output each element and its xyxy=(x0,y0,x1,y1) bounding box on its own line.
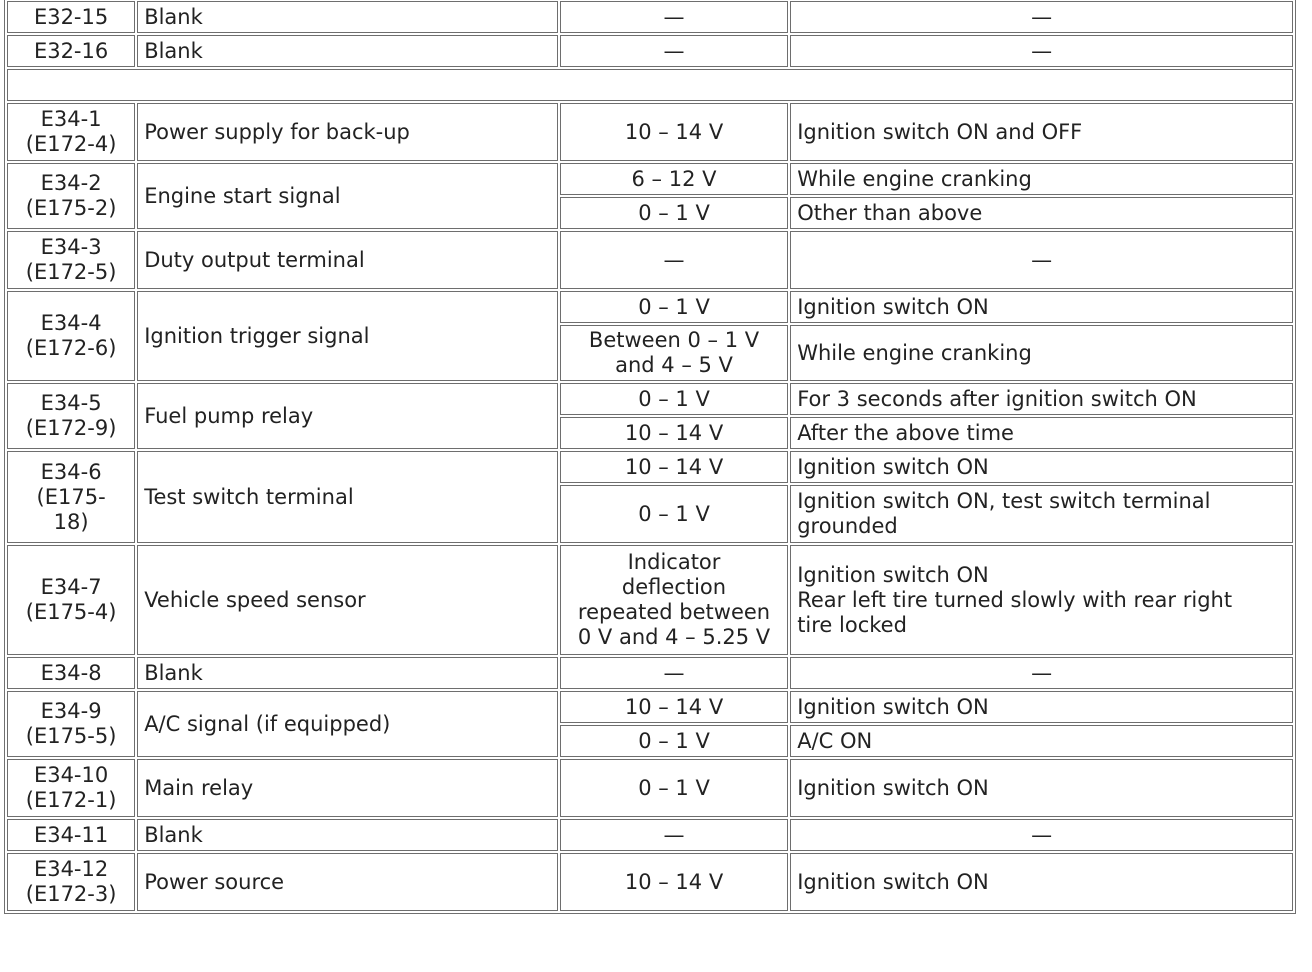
terminal-cell: E34-7 (E175-4) xyxy=(7,545,135,655)
terminal-cell: E34-10 (E172-1) xyxy=(7,759,135,817)
terminal-spec-table xyxy=(4,0,1296,914)
terminal-cell: E32-15 xyxy=(7,1,135,33)
condition-cell: While engine cranking xyxy=(790,163,1293,195)
condition-cell: Ignition switch ON Rear left tire turned slowly with rear right tire locked xyxy=(790,545,1293,655)
specified-condition-cell: 0 – 1 V xyxy=(560,383,788,415)
condition-cell: After the above time xyxy=(790,417,1293,449)
specified-condition-cell: 0 – 1 V xyxy=(560,291,788,323)
description-cell: Blank xyxy=(137,657,558,689)
terminal-cell: E34-8 xyxy=(7,657,135,689)
specified-condition-cell: — xyxy=(560,657,788,689)
condition-cell: Ignition switch ON and OFF xyxy=(790,103,1293,161)
description-cell: A/C signal (if equipped) xyxy=(137,691,558,757)
terminal-cell: E34-3 (E172-5) xyxy=(7,231,135,289)
terminal-cell: E34-6 (E175- 18) xyxy=(7,451,135,543)
condition-cell: Ignition switch ON xyxy=(790,853,1293,911)
table-row xyxy=(7,103,1293,161)
condition-cell: Ignition switch ON xyxy=(790,291,1293,323)
specified-condition-cell: — xyxy=(560,1,788,33)
terminal-cell: E34-5 (E172-9) xyxy=(7,383,135,449)
terminal-cell: E34-12 (E172-3) xyxy=(7,853,135,911)
description-cell: Fuel pump relay xyxy=(137,383,558,449)
specified-condition-cell: — xyxy=(560,819,788,851)
section-spacer-row xyxy=(7,69,1293,101)
condition-cell: Ignition switch ON xyxy=(790,451,1293,483)
condition-cell: — xyxy=(790,1,1293,33)
description-cell: Power source xyxy=(137,853,558,911)
spacer-cell xyxy=(7,69,1293,101)
table-row xyxy=(7,853,1293,911)
condition-cell: While engine cranking xyxy=(790,325,1293,381)
table-row xyxy=(7,383,1293,415)
terminal-cell: E34-4 (E172-6) xyxy=(7,291,135,381)
description-cell: Duty output terminal xyxy=(137,231,558,289)
description-cell: Blank xyxy=(137,35,558,67)
specified-condition-cell: — xyxy=(560,35,788,67)
table-row xyxy=(7,35,1293,67)
table-row xyxy=(7,545,1293,655)
specified-condition-cell: 10 – 14 V xyxy=(560,691,788,723)
table-row xyxy=(7,759,1293,817)
description-cell: Ignition trigger signal xyxy=(137,291,558,381)
description-cell: Blank xyxy=(137,1,558,33)
terminal-cell: E34-1 (E172-4) xyxy=(7,103,135,161)
condition-cell: Ignition switch ON xyxy=(790,759,1293,817)
condition-cell: A/C ON xyxy=(790,725,1293,757)
specified-condition-cell: — xyxy=(560,231,788,289)
condition-cell: Ignition switch ON, test switch terminal grounded xyxy=(790,485,1293,543)
specified-condition-cell: 6 – 12 V xyxy=(560,163,788,195)
terminal-cell: E34-2 (E175-2) xyxy=(7,163,135,229)
description-cell: Test switch terminal xyxy=(137,451,558,543)
condition-cell: Ignition switch ON xyxy=(790,691,1293,723)
specified-condition-cell: 10 – 14 V xyxy=(560,853,788,911)
table-row xyxy=(7,291,1293,323)
specified-condition-cell: 0 – 1 V xyxy=(560,759,788,817)
table-row xyxy=(7,691,1293,723)
specified-condition-cell: 10 – 14 V xyxy=(560,103,788,161)
terminal-cell: E32-16 xyxy=(7,35,135,67)
condition-cell: — xyxy=(790,35,1293,67)
terminal-cell: E34-11 xyxy=(7,819,135,851)
condition-cell: For 3 seconds after ignition switch ON xyxy=(790,383,1293,415)
specified-condition-cell: 0 – 1 V xyxy=(560,197,788,229)
terminal-spec-sheet xyxy=(4,0,1296,914)
condition-cell: Other than above xyxy=(790,197,1293,229)
specified-condition-cell: 10 – 14 V xyxy=(560,451,788,483)
table-row xyxy=(7,819,1293,851)
table-row xyxy=(7,657,1293,689)
description-cell: Vehicle speed sensor xyxy=(137,545,558,655)
condition-cell: — xyxy=(790,819,1293,851)
table-row xyxy=(7,451,1293,483)
table-row xyxy=(7,231,1293,289)
description-cell: Engine start signal xyxy=(137,163,558,229)
table-row xyxy=(7,1,1293,33)
specified-condition-cell: 10 – 14 V xyxy=(560,417,788,449)
specified-condition-cell: Indicator deflection repeated between 0 V and 4 – 5.25 V xyxy=(560,545,788,655)
specified-condition-cell: 0 – 1 V xyxy=(560,485,788,543)
description-cell: Main relay xyxy=(137,759,558,817)
description-cell: Blank xyxy=(137,819,558,851)
terminal-cell: E34-9 (E175-5) xyxy=(7,691,135,757)
condition-cell: — xyxy=(790,231,1293,289)
specified-condition-cell: 0 – 1 V xyxy=(560,725,788,757)
description-cell: Power supply for back-up xyxy=(137,103,558,161)
condition-cell: — xyxy=(790,657,1293,689)
table-row xyxy=(7,163,1293,195)
specified-condition-cell: Between 0 – 1 V and 4 – 5 V xyxy=(560,325,788,381)
